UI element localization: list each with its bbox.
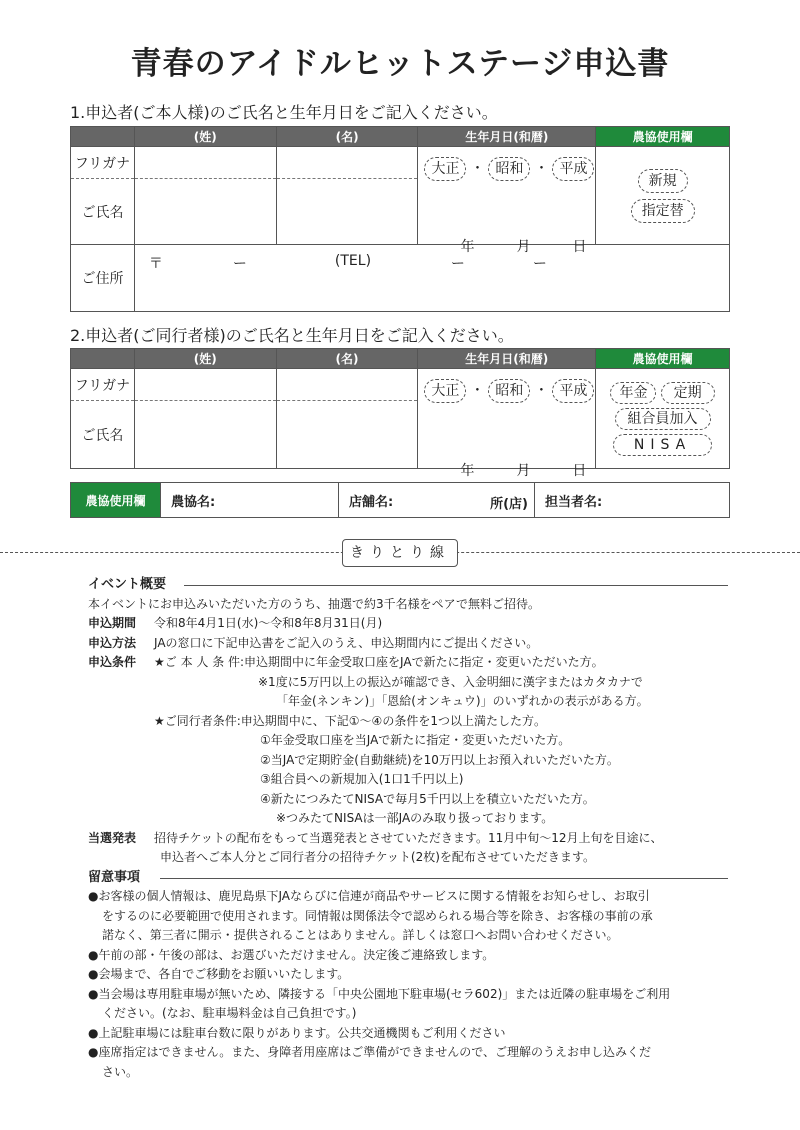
header-birthdate: 生年月日(和暦) xyxy=(418,127,596,147)
applicant-companion-table xyxy=(70,348,730,479)
period-value: 令和8年4月1日(水)〜令和8年8月31日(月) xyxy=(154,616,383,630)
header-sei: (姓) xyxy=(134,127,276,147)
day-label: 日 xyxy=(572,239,587,255)
ja-nisa-option[interactable]: NISA xyxy=(613,434,712,456)
ja-use-cell xyxy=(596,147,730,245)
tel-dash-2: ー xyxy=(532,256,547,272)
postal-mark: 〒 xyxy=(148,256,163,272)
name-sei-field[interactable] xyxy=(134,401,276,469)
address-field[interactable] xyxy=(134,245,729,312)
tel-label: (TEL) xyxy=(334,253,372,269)
label-name: ご氏名 xyxy=(71,401,135,469)
furigana-mei-field[interactable] xyxy=(276,147,418,179)
furigana-sei-field[interactable] xyxy=(134,369,276,401)
applicant-self-table xyxy=(70,126,730,312)
year-label: 年 xyxy=(460,463,475,479)
ja-use-label: 農協使用欄 xyxy=(71,483,161,518)
ja-member-option[interactable]: 組合員加入 xyxy=(615,408,711,430)
note-1c: 諾なく、第三者に開示・提供されることはありません。詳しくは窓口へお問い合わせください。 xyxy=(102,928,619,942)
header-birthdate: 生年月日(和暦) xyxy=(418,349,596,369)
furigana-sei-field[interactable] xyxy=(134,147,276,179)
era-taisho-option[interactable]: 大正 xyxy=(424,157,466,181)
label-furigana: フリガナ xyxy=(71,147,135,179)
year-label: 年 xyxy=(460,239,475,255)
era-taisho-option[interactable]: 大正 xyxy=(424,379,466,403)
name-mei-field[interactable] xyxy=(276,179,418,245)
month-label: 月 xyxy=(516,239,531,255)
era-heisei-option[interactable]: 平成 xyxy=(552,157,594,181)
cond-c3: ③組合員への新規加入(1口1千円以上) xyxy=(260,772,464,786)
header-ja-use: 農協使用欄 xyxy=(596,127,730,147)
ja-fixed-option[interactable]: 定期 xyxy=(661,382,715,404)
label-name: ご氏名 xyxy=(71,179,135,245)
birthdate-field[interactable]: 大正 ・ 昭和 ・ 平成 年 月 日 xyxy=(418,147,596,245)
era-heisei-option[interactable]: 平成 xyxy=(552,379,594,403)
ja-name-field[interactable]: 農協名: xyxy=(161,483,339,518)
note-1a: ●お客様の個人情報は、鹿児島県下JAならびに信連が商品やサービスに関する情報をお知らせし、お取引 xyxy=(88,889,650,903)
cond-self: ★ご 本 人 条 件:申込期間中に年金受取口座をJAで新たに指定・変更いただいた方。 xyxy=(154,655,604,669)
method-value: JAの窓口に下記申込書をご記入のうえ、申込期間内にご提出ください。 xyxy=(154,635,539,650)
month-label: 月 xyxy=(516,463,531,479)
note-6b: さい。 xyxy=(102,1064,139,1079)
note-1b: をするのに必要範囲で使用されます。同情報は関係法令で認められる場合等を除き、お客様の事前の承 xyxy=(102,908,653,923)
ja-new-option[interactable]: 新規 xyxy=(638,169,688,193)
label-furigana: フリガナ xyxy=(71,369,135,401)
note-3: ●会場まで、各自でご移動をお願いいたします。 xyxy=(88,967,350,981)
overview-text: 本イベントにお申込みいただいた方のうち、抽選で約3千名様をペアで無料ご招待。 xyxy=(88,596,540,611)
era-showa-option[interactable]: 昭和 xyxy=(488,157,530,181)
header-sei: (姓) xyxy=(134,349,276,369)
note-2: ●午前の部・午後の部は、お選びいただけません。決定後ご連絡致します。 xyxy=(88,947,495,962)
cond-c1: ①年金受取口座を当JAで新たに指定・変更いただいた方。 xyxy=(260,733,571,747)
header-mei: (名) xyxy=(276,349,418,369)
page-title: 青春のアイドルヒットステージ申込書 xyxy=(130,46,670,82)
day-label: 日 xyxy=(572,463,587,479)
note-5: ●上記駐車場には駐車台数に限りがあります。公共交通機関もご利用ください xyxy=(88,1025,506,1040)
note-6a: ●座席指定はできません。また、身障者用座席はご準備ができませんので、ご理解のうえお申し込みくだ xyxy=(88,1045,651,1059)
name-sei-field[interactable] xyxy=(134,179,276,245)
result-value-1: 招待チケットの配布をもって当選発表とさせていただきます。11月中旬〜12月上旬を目途に、 xyxy=(154,830,663,845)
notes-title: 留意事項 xyxy=(88,869,141,885)
result-value-2: 申込者へご本人分とご同行者分の招待チケット(2枚)を配布させていただきます。 xyxy=(160,850,595,864)
ja-use-cell xyxy=(596,369,730,469)
ja-use-row xyxy=(70,482,730,518)
branch-field[interactable]: 店舗名: 所(店) xyxy=(339,483,535,518)
cond-companion: ★ご同行者条件:申込期間中に、下記①〜④の条件を1つ以上満たした方。 xyxy=(154,713,546,728)
postal-dash: ー xyxy=(232,256,247,272)
overview-title: イベント概要 xyxy=(88,577,167,592)
section1-heading: 1.申込者(ご本人様)のご氏名と生年月日をご記入ください。 xyxy=(70,103,498,122)
staff-field[interactable]: 担当者名: xyxy=(535,483,730,518)
name-mei-field[interactable] xyxy=(276,401,418,469)
ja-designate-option[interactable]: 指定替 xyxy=(631,199,695,223)
cond-self-note1: ※1度に5万円以上の振込が確認でき、入金明細に漢字またはカタカナで xyxy=(258,674,643,689)
cut-line-label: きりとり線 xyxy=(342,539,458,567)
cond-c4-note: ※つみたてNISAは一部JAのみ取り扱っております。 xyxy=(276,811,554,825)
label-address: ご住所 xyxy=(71,245,135,312)
header-ja-use: 農協使用欄 xyxy=(596,349,730,369)
furigana-mei-field[interactable] xyxy=(276,369,418,401)
header-mei: (名) xyxy=(276,127,418,147)
cond-c2: ②当JAで定期貯金(自動継続)を10万円以上お預入れいただいた方。 xyxy=(260,752,619,767)
birthdate-field[interactable]: 大正 ・ 昭和 ・ 平成 年 月 日 xyxy=(418,369,596,469)
note-4b: ください。(なお、駐車場料金は自己負担です。) xyxy=(102,1006,357,1020)
ja-pension-option[interactable]: 年金 xyxy=(610,382,656,404)
event-info: イベント概要 本イベントにお申込みいただいた方のうち、抽選で約3千名様をペアで無料ご招待。 申込期間 令和8年4月1日(水)〜令和8年8月31日(月) 申込方法 JAの窓口に下記申込書をご記入のうえ、申込期間内にご提出ください。 申込条件 ★ご 本 人 条 件:申込期間中に年金受取口座をJAで新たに指定・変更いただいた方。 ※1度に5万円以上の振込が確認でき、入金明細に漢字またはカタカナで 「年金(ネンキン)」「恩給(オンキュウ)」のいずれかの表示がある方。 ★ご同行者条件:申込期間中に、下記①〜④の条件を1つ以上満たした方。 ①年金受取口座を当JAで新たに指定・変更いただいた方。 ②当JAで定期貯金(自動継続)を10万円以上お預入れいただいた方。 ③組合員への新規加入(1口1千円以上) ④新たにつみたてNISAで毎月5千円以上を積立いただいた方。 ※つみたてNISAは一部JAのみ取り扱っております。 当選発表 招待チケットの配布をもって当選発表とさせていただきます。11月中旬〜12月上旬を目途に、 申込者へご本人分とご同行者分の招待チケット(2枚)を配布させていただきます。 留意事項 ●お客様の個人情報は、鹿児島県下JAならびに信連が商品やサービスに関する情報をお知らせし、お取引 をするのに必要範囲で使用されます。同情報は関係法令で認められる場合等を除き、お客様の事前の承 諾なく、第三者に開示・提供されることはありません。詳しくは窓口へお問い合わせください。 ●午前の部・午後の部は、お選びいただけません。決定後ご連絡致します。 ●会場まで、各自でご移動をお願いいたします。 ●当会場は専用駐車場が無いため、隣接する「中央公園地下駐車場(セラ602)」または近隣の駐車場をご利用 ください。(なお、駐車場料金は自己負担です。) ●上記駐車場には駐車台数に限りがあります。公共交通機関もご利用ください ●座席指定はできません。また、身障者用座席はご準備ができませんので、ご理解のうえお申し込みくだ さい。 xyxy=(88,575,748,1082)
tel-dash-1: ー xyxy=(450,256,465,272)
section2-heading: 2.申込者(ご同行者様)のご氏名と生年月日をご記入ください。 xyxy=(70,326,514,345)
cond-c4: ④新たにつみたてNISAで毎月5千円以上を積立いただいた方。 xyxy=(260,791,595,806)
era-showa-option[interactable]: 昭和 xyxy=(488,379,530,403)
note-4a: ●当会場は専用駐車場が無いため、隣接する「中央公園地下駐車場(セラ602)」または近隣の駐車場をご利用 xyxy=(88,986,671,1001)
cond-self-note2: 「年金(ネンキン)」「恩給(オンキュウ)」のいずれかの表示がある方。 xyxy=(276,694,649,708)
